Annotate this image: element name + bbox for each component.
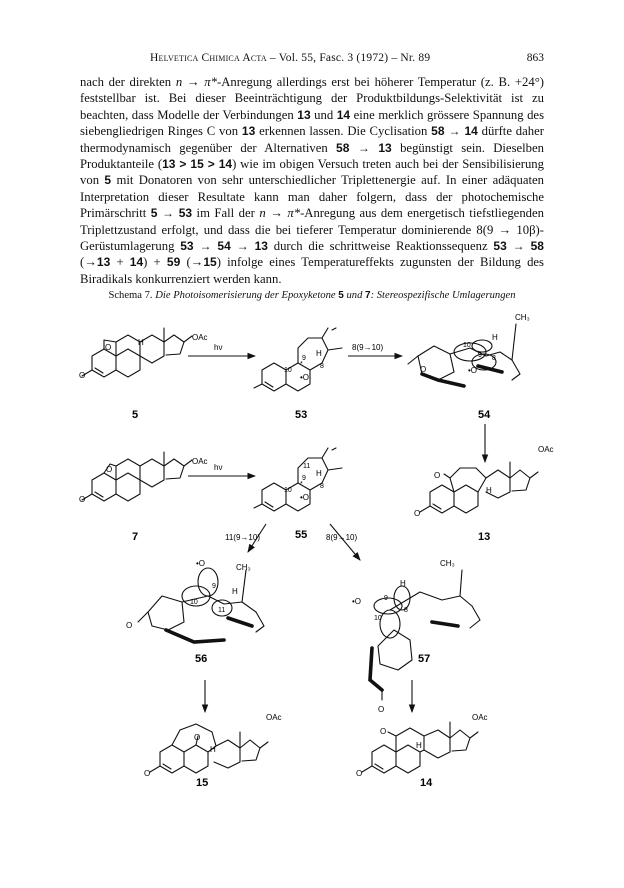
compound-ref: 13	[241, 124, 256, 139]
compound-ref: 14	[129, 255, 144, 270]
atom-oradical: •O	[468, 366, 478, 375]
text-segment: n → π*	[175, 75, 217, 89]
atom-ch3: CH₃	[236, 563, 251, 572]
atom-o: O	[378, 705, 385, 714]
caption-und: und	[346, 290, 363, 301]
atom-o: O	[106, 465, 113, 474]
atom-ch3: CH₃	[515, 313, 530, 322]
structure-7	[82, 452, 192, 501]
volume-info: Vol. 55, Fasc. 3 (1972)	[278, 52, 389, 64]
article-number: Nr. 89	[400, 52, 431, 64]
atom-8: 8	[404, 607, 408, 614]
structure-13	[420, 462, 538, 513]
structure-55	[254, 448, 342, 511]
text-segment: dürfte daher thermodynamisch gegenüber der Alternativen	[80, 124, 544, 155]
structure-54	[408, 324, 520, 386]
atom-h: H	[416, 741, 422, 750]
compound-number-15: 15	[196, 777, 209, 789]
label-shift-11-9-10: 11(9→10)	[225, 533, 260, 542]
compound-ref: 14	[336, 107, 351, 122]
label-shift-8-9-10: 8(9→10)	[352, 343, 384, 352]
atom-9: 9	[212, 583, 216, 590]
atom-9: 9	[302, 355, 306, 362]
compound-number-5: 5	[132, 409, 139, 421]
atom-h: H	[316, 469, 322, 478]
atom-oac: OAc	[192, 457, 208, 466]
atom-8: 8	[492, 355, 496, 362]
atom-ch3: CH₃	[440, 559, 455, 568]
atom-o: O	[414, 509, 421, 518]
atom-oac: OAc	[538, 445, 554, 454]
text-segment: ) wie im obigen Versuch treten auch bei der Sensibilisierung von	[80, 157, 544, 188]
atom-10: 10	[374, 615, 382, 622]
atom-9: 9	[302, 475, 306, 482]
journal-name: Helvetica Chimica Acta	[150, 52, 267, 64]
atom-o: O	[79, 371, 86, 380]
structure-53	[254, 328, 342, 391]
running-title: Helvetica Chimica Acta – Vol. 55, Fasc. 3 (1972) – Nr. 89	[150, 52, 431, 64]
text-segment: eine merklich grössere Spannung des siebengliedrigen Ringes C von	[80, 107, 545, 139]
atom-oradical: •O	[352, 597, 362, 606]
compound-ref: 53 → 58	[493, 239, 544, 254]
atom-h: H	[232, 587, 238, 596]
text-segment: (→	[80, 255, 97, 270]
atom-h: H	[486, 486, 492, 495]
atom-o: O	[126, 621, 133, 630]
atom-11: 11	[218, 607, 226, 614]
atom-9: 9	[478, 352, 482, 359]
atom-star: *	[300, 361, 303, 368]
structure-57	[370, 570, 480, 700]
compound-ref: 58 → 14	[431, 124, 478, 139]
compound-ref: 58 → 13	[336, 140, 392, 155]
atom-o: O	[380, 727, 387, 736]
atom-h: H	[138, 338, 144, 347]
text-segment: -Anregung allerdings erst bei höherer Temperatur (z. B. +24°) feststellbar ist. Bei dieser Beeinträchtigung der Produktbildungs-Selektivität ist zu beachten, dass Modelle der Verbindungen	[80, 75, 544, 122]
compound-ref: 13	[297, 107, 311, 122]
reaction-arrow-55-57	[330, 524, 360, 560]
compound-ref: 13	[96, 255, 111, 270]
atom-o: O	[420, 365, 427, 374]
text-segment: durch die schrittweise Reaktionssequenz	[267, 239, 494, 254]
compound-ref: 59	[166, 255, 181, 270]
atom-oac: OAc	[192, 333, 208, 342]
atom-10: 10	[463, 342, 471, 349]
atom-oac: OAc	[472, 713, 488, 722]
caption-title-a: Die Photoisomerisierung der Epoxyketone	[155, 290, 336, 301]
compound-number-54: 54	[478, 409, 491, 421]
compound-ref: 13 > 15 > 14	[162, 157, 233, 172]
compound-ref: 5 → 53	[150, 206, 193, 221]
text-segment: +	[110, 255, 130, 270]
text-segment: -Anregung aus dem energetisch tiefstliegenden Triplettzustand erfolgt, und dass die bei tieferer Temperatur dominierende 8(9 → 10β)-Gerüstumlagerung	[80, 206, 544, 254]
compound-number-57: 57	[418, 653, 431, 665]
atom-h: H	[210, 745, 216, 754]
atom-10: 10	[190, 599, 198, 606]
atom-o: O	[105, 343, 112, 352]
text-segment: mit Donatoren von sehr unterschiedlicher Triplettenergie auf. In einer adäquaten Interpretation dieser Resultate kann man daher folgern, dass der photochemische Primärschritt	[80, 173, 545, 221]
compound-number-56: 56	[195, 653, 208, 665]
text-segment: (→	[180, 255, 204, 270]
atom-o: O	[79, 495, 86, 504]
compound-ref: 5	[104, 173, 112, 188]
atom-star: *	[300, 481, 303, 488]
atom-o: O	[356, 769, 363, 778]
atom-8: 8	[320, 363, 324, 370]
structure-5	[82, 328, 192, 377]
compound-number-7: 7	[132, 531, 139, 543]
atom-o: O	[144, 769, 151, 778]
compound-ref: 53 → 54 → 13	[180, 239, 268, 254]
atom-8: 8	[320, 483, 324, 490]
label-shift-8-9-10-b: 8(9→10)	[326, 533, 358, 542]
text-segment: begünstigt sein. Dieselben Produktanteile (	[80, 140, 544, 172]
atom-10: 10	[284, 487, 292, 494]
atom-10: 10	[284, 367, 292, 374]
text-segment: erkennen lassen. Die Cyclisation	[255, 124, 432, 139]
compound-number-14: 14	[420, 777, 433, 789]
text-segment: ) infolge eines Temperatureffekts zugunsten der Bildung des Biradikals konkurrenziert werden kann.	[80, 255, 544, 286]
label-hv-2: hν	[214, 463, 223, 472]
atom-h: H	[316, 349, 322, 358]
atom-o: O	[434, 471, 441, 480]
caption-compound-a: 5	[338, 290, 344, 301]
label-hv-1: hν	[214, 343, 223, 352]
caption-prefix: Schema 7.	[108, 290, 153, 301]
atom-11: 11	[303, 463, 311, 470]
compound-number-13: 13	[478, 531, 491, 543]
structure-56	[138, 568, 264, 642]
atom-oradical: •O	[300, 493, 310, 502]
text-segment: n → π*	[259, 206, 301, 221]
atom-oradical: •O	[300, 373, 310, 382]
structure-15	[150, 724, 268, 773]
compound-ref: 15	[203, 255, 217, 270]
caption-compound-b: 7	[365, 290, 371, 301]
compound-number-53: 53	[295, 409, 308, 421]
text-segment: nach der direkten	[80, 75, 176, 89]
caption-title-b: : Stereospezifische Umlagerungen	[370, 290, 516, 301]
atom-9: 9	[384, 595, 388, 602]
atom-oradical: •O	[196, 559, 206, 568]
atom-h: H	[492, 333, 498, 342]
atom-o: O	[194, 733, 201, 742]
text-segment: und	[310, 107, 337, 122]
atom-oac: OAc	[266, 713, 282, 722]
text-segment: ) +	[143, 255, 167, 270]
atom-h: H	[400, 579, 406, 588]
compound-number-55: 55	[295, 529, 308, 541]
text-segment: im Fall der	[192, 206, 260, 221]
page-number: 863	[526, 52, 544, 64]
